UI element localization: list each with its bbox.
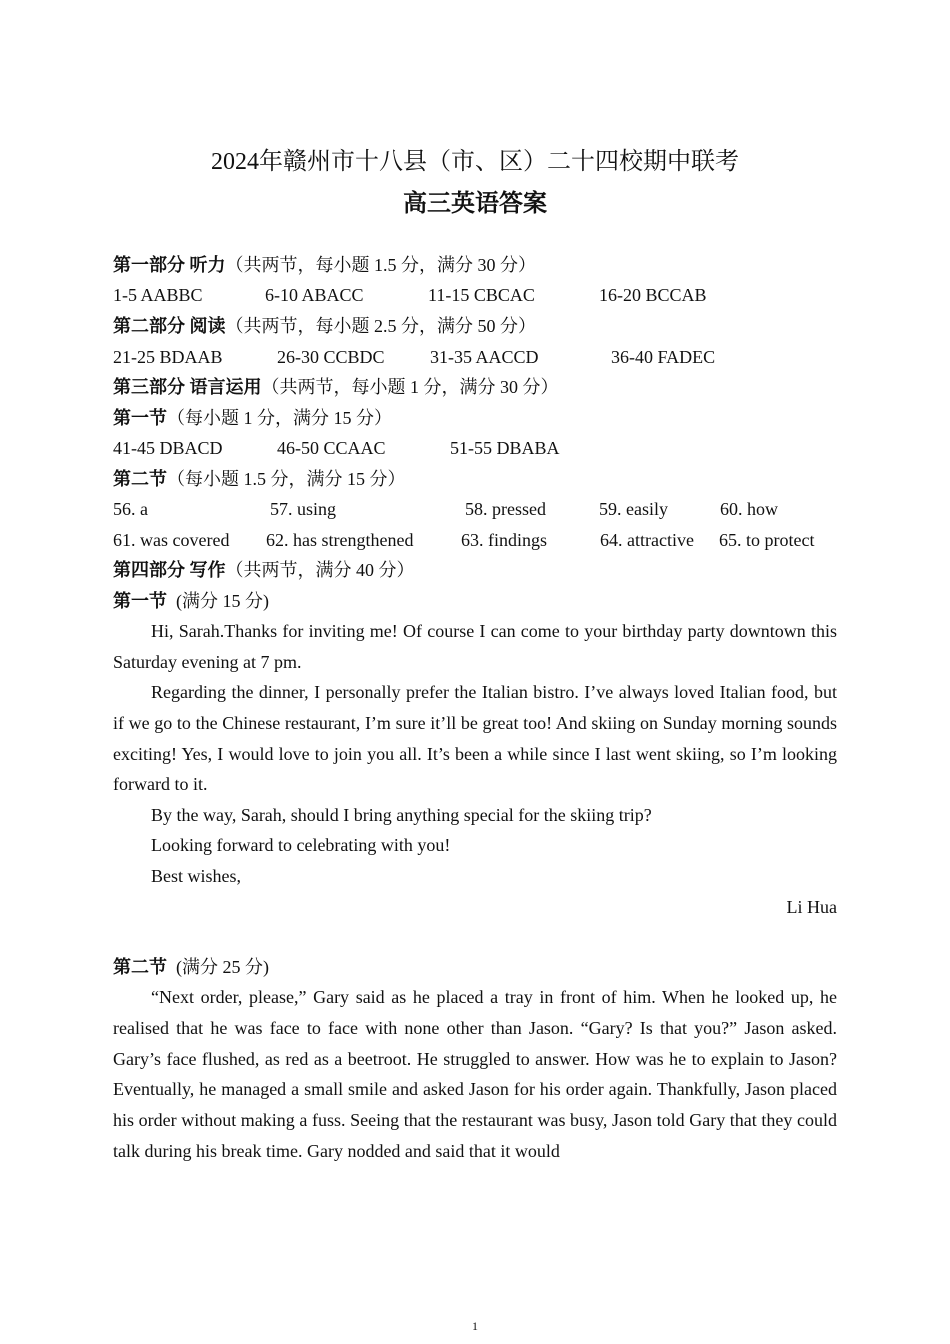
answer-group: 21-25 BDAAB (113, 347, 223, 367)
blank-answer: 64. attractive (600, 530, 694, 550)
part4-heading-line (113, 560, 415, 580)
document-title: 2024年赣州市十八县（市、区）二十四校期中联考 (211, 149, 739, 175)
answer-group: 36-40 FADEC (611, 347, 716, 367)
blank-answer: 57. using (270, 499, 337, 519)
letter-paragraph: Hi, Sarah.Thanks for inviting me! Of course I can come to your birthday party downtown this Saturday evening at 7 pm. (113, 621, 837, 672)
answer-group: 11-15 CBCAC (428, 285, 535, 305)
blank-answer: 63. findings (461, 530, 548, 550)
part3-heading-line (113, 377, 559, 397)
part3-section1-heading: 第一节 (113, 408, 167, 428)
letter-signature: Li Hua (786, 897, 837, 917)
part1-heading-line (113, 255, 536, 275)
part4-section2-heading-line (113, 957, 269, 977)
part1-note: （共两节，每小题 1.5 分，满分 30 分） (225, 255, 536, 275)
story-paragraph: “Next order, please,” Gary said as he placed a tray in front of him. When he looked up, he realised that he was face to face with none other than Jason. “Gary? Is that you?” Jason asked. Gary’s face flushed, as red as a beetroot. He struggled to answer. How was he to explain to Jason? Eventually, he managed a small smile and asked Jason for his order again. Thankfully, Jason placed his order without making a fuss. Seeing that the restaurant was busy, Jason told Gary that they could talk during his break time. Gary nodded and said that it would (113, 987, 837, 1161)
part2-note: （共两节，每小题 2.5 分，满分 50 分） (225, 316, 536, 336)
letter-closing: Best wishes, (151, 866, 241, 886)
answer-group: 46-50 CCAAC (277, 438, 386, 458)
part4-note: （共两节，满分 40 分） (225, 560, 415, 580)
part3-section1-note: （每小题 1 分，满分 15 分） (167, 408, 392, 428)
blank-answer: 59. easily (599, 499, 668, 519)
part4-section1-heading: 第一节 (113, 591, 167, 611)
answer-group: 1-5 AABBC (113, 285, 203, 305)
part1-heading: 第一部分 听力 (113, 255, 226, 275)
answer-group: 26-30 CCBDC (277, 347, 385, 367)
blank-answer: 61. was covered (113, 530, 230, 550)
letter-paragraph: Regarding the dinner, I personally prefer the Italian bistro. I’ve always loved Italian food, but if we go to the Chinese restaurant, I’m sure it’ll be great too! And skiing on Sunday morning sounds exciting! Yes, I would love to join you all. It’s been a while since I last went skiing, so I’m looking forward to it. (113, 682, 837, 795)
answer-group: 6-10 ABACC (265, 285, 364, 305)
page-number: 1 (472, 1319, 478, 1333)
part2-heading-line (113, 316, 536, 336)
letter-paragraph: Looking forward to celebrating with you! (151, 835, 451, 855)
part4-section1-note: (满分 15 分) (176, 591, 269, 611)
part3-section1-heading-line (113, 408, 392, 428)
blank-answer: 60. how (720, 499, 778, 519)
blank-answer: 56. a (113, 499, 148, 519)
part3-section2-heading: 第二节 (113, 469, 167, 489)
part4-section1-heading-line (113, 591, 269, 611)
part3-heading: 第三部分 语言运用 (113, 377, 262, 397)
blank-answer: 65. to protect (719, 530, 815, 550)
part3-section2-note: （每小题 1.5 分，满分 15 分） (167, 469, 406, 489)
part4-heading: 第四部分 写作 (113, 560, 226, 580)
answer-group: 16-20 BCCAB (599, 285, 707, 305)
part2-heading: 第二部分 阅读 (113, 316, 226, 336)
answer-group: 51-55 DBABA (450, 438, 560, 458)
part3-section2-heading-line (113, 469, 406, 489)
blank-answer: 62. has strengthened (266, 530, 414, 550)
letter-paragraph: By the way, Sarah, should I bring anything special for the skiing trip? (151, 805, 652, 825)
blank-answer: 58. pressed (465, 499, 546, 519)
part4-section2-heading: 第二节 (113, 957, 167, 977)
answer-group: 31-35 AACCD (430, 347, 539, 367)
part4-section2-note: (满分 25 分) (176, 957, 269, 977)
answer-group: 41-45 DBACD (113, 438, 223, 458)
part3-note: （共两节，每小题 1 分，满分 30 分） (261, 377, 559, 397)
document-subtitle: 高三英语答案 (403, 191, 547, 217)
